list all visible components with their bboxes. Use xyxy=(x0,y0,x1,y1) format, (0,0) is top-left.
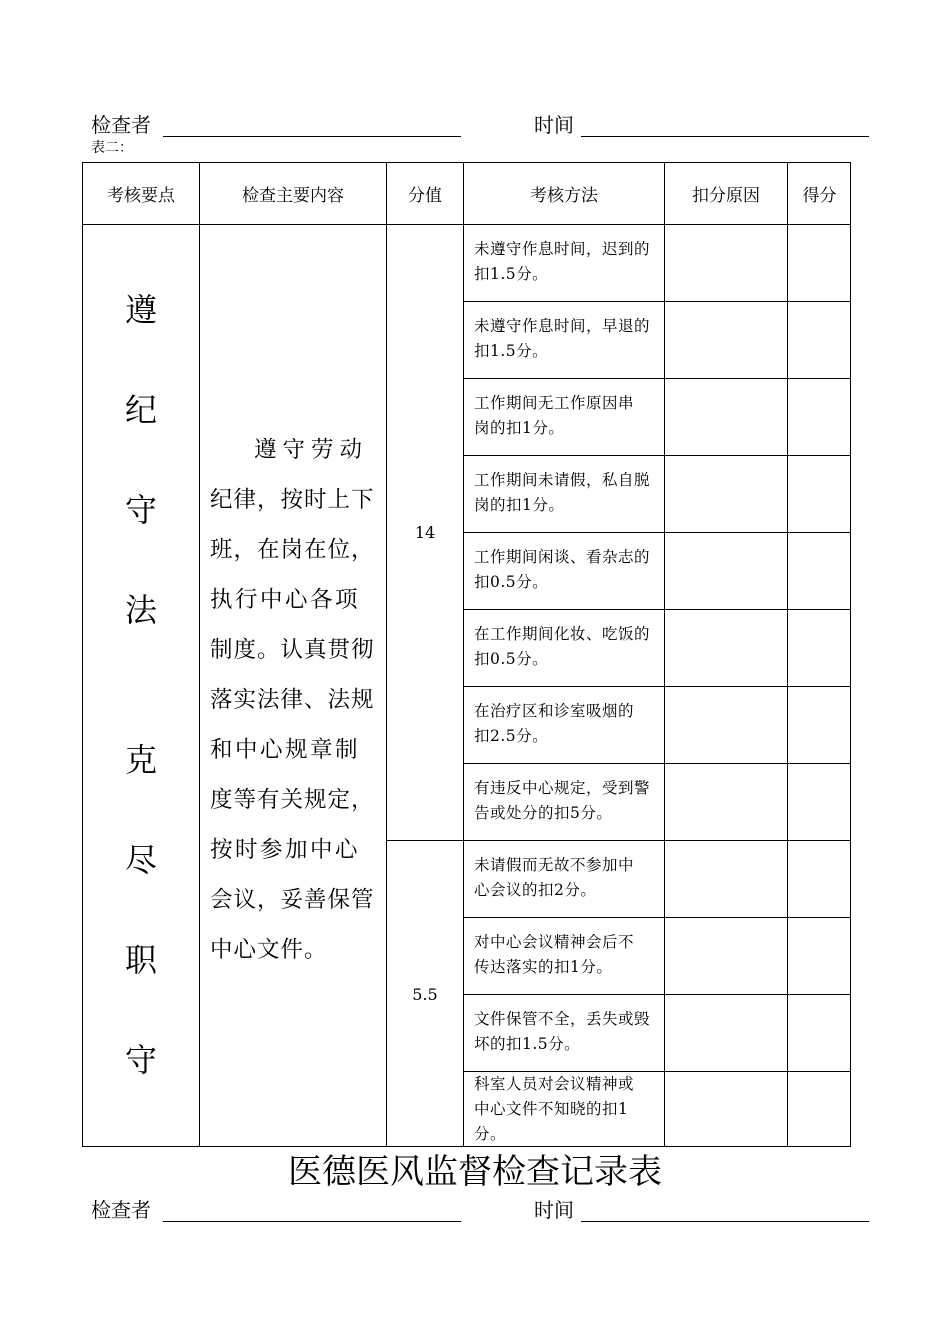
main-content-line: 班，在岗在位， xyxy=(210,537,375,563)
method-line: 告或处分的扣5分。 xyxy=(474,804,613,822)
deduction-reason-cell[interactable] xyxy=(665,225,788,302)
method-line: 未请假而无故不参加中 xyxy=(474,856,635,874)
method-line: 传达落实的扣1分。 xyxy=(474,958,613,976)
key-point-char: 克 xyxy=(124,741,157,779)
points-cell[interactable] xyxy=(788,456,851,533)
points-cell[interactable] xyxy=(788,918,851,995)
method-line: 分。 xyxy=(474,1125,507,1143)
points-cell[interactable] xyxy=(788,533,851,610)
method-cell xyxy=(464,687,665,764)
points-cell[interactable] xyxy=(788,225,851,302)
points-cell[interactable] xyxy=(788,687,851,764)
inspector-blank xyxy=(163,136,461,137)
main-content-line: 度等有关规定， xyxy=(210,787,375,813)
bottom-signature-row xyxy=(91,1198,871,1224)
method-line: 扣0.5分。 xyxy=(474,573,549,591)
time-blank xyxy=(581,1221,869,1222)
deduction-reason-cell[interactable] xyxy=(665,610,788,687)
main-content-cell xyxy=(200,225,387,1147)
deduction-reason-cell[interactable] xyxy=(665,533,788,610)
key-point-char: 尽 xyxy=(124,841,157,879)
main-content-line: 制度。认真贯彻 xyxy=(210,637,375,663)
main-content-line: 执行中心各项 xyxy=(210,587,361,613)
points-cell[interactable] xyxy=(788,379,851,456)
points-cell[interactable] xyxy=(788,764,851,841)
document-title: 医德医风监督检查记录表 xyxy=(288,1152,662,1192)
main-content-line: 遵守劳动 xyxy=(254,437,369,463)
method-line: 中心文件不知晓的扣1 xyxy=(474,1100,629,1118)
time-label: 时间 xyxy=(534,113,574,137)
method-line: 心会议的扣2分。 xyxy=(474,881,597,899)
inspector-label: 检查者 xyxy=(91,1198,151,1222)
time-label: 时间 xyxy=(534,1198,574,1222)
header-main-content: 检查主要内容 xyxy=(200,163,387,225)
method-line: 在治疗区和诊室吸烟的 xyxy=(474,702,635,720)
deduction-reason-cell[interactable] xyxy=(665,841,788,918)
method-line: 在工作期间化妆、吃饭的 xyxy=(474,625,651,643)
main-content-line: 会议，妥善保管 xyxy=(210,887,375,913)
method-cell xyxy=(464,764,665,841)
points-cell[interactable] xyxy=(788,995,851,1072)
score-group-attendance: 14 xyxy=(387,225,464,841)
method-cell xyxy=(464,456,665,533)
method-line: 扣1.5分。 xyxy=(474,265,549,283)
deduction-reason-cell[interactable] xyxy=(665,687,788,764)
key-point-char: 法 xyxy=(124,591,157,629)
key-point-char: 职 xyxy=(124,941,157,979)
time-blank xyxy=(581,136,869,137)
deduction-reason-cell[interactable] xyxy=(665,302,788,379)
main-content-line: 按时参加中心 xyxy=(210,837,361,863)
key-point-char: 遵 xyxy=(124,291,157,329)
score-group-meetings: 5.5 xyxy=(387,841,464,1147)
method-line: 坏的扣1.5分。 xyxy=(474,1035,581,1053)
key-point-char: 守 xyxy=(124,1041,157,1079)
header-score: 分值 xyxy=(387,163,464,225)
method-cell xyxy=(464,1072,665,1147)
header-method: 考核方法 xyxy=(464,163,665,225)
method-line: 未遵守作息时间，早退的 xyxy=(474,317,651,335)
inspector-blank xyxy=(163,1221,461,1222)
main-content-line: 中心文件。 xyxy=(210,937,328,963)
method-line: 扣2.5分。 xyxy=(474,727,549,745)
method-line: 对中心会议精神会后不 xyxy=(474,933,635,951)
points-cell[interactable] xyxy=(788,302,851,379)
main-content-line: 和中心规章制 xyxy=(210,737,361,763)
method-line: 扣0.5分。 xyxy=(474,650,549,668)
method-line: 工作期间未请假，私自脱 xyxy=(474,471,651,489)
points-cell[interactable] xyxy=(788,610,851,687)
points-cell[interactable] xyxy=(788,1072,851,1147)
deduction-reason-cell[interactable] xyxy=(665,764,788,841)
main-content-line: 纪律，按时上下 xyxy=(210,487,375,513)
main-content-line: 落实法律、法规 xyxy=(210,687,375,713)
method-line: 扣1.5分。 xyxy=(474,342,549,360)
top-signature-row xyxy=(91,113,871,139)
deduction-reason-cell[interactable] xyxy=(665,456,788,533)
method-cell xyxy=(464,995,665,1072)
deduction-reason-cell[interactable] xyxy=(665,379,788,456)
method-line: 工作期间无工作原因串 xyxy=(474,394,635,412)
points-cell[interactable] xyxy=(788,841,851,918)
header-deduction-reason: 扣分原因 xyxy=(665,163,788,225)
header-key-point: 考核要点 xyxy=(83,163,200,225)
method-cell xyxy=(464,918,665,995)
header-points: 得分 xyxy=(788,163,851,225)
method-line: 岗的扣1分。 xyxy=(474,496,565,514)
method-line: 岗的扣1分。 xyxy=(474,419,565,437)
deduction-reason-cell[interactable] xyxy=(665,995,788,1072)
method-line: 文件保管不全，丢失或毁 xyxy=(474,1010,651,1028)
method-cell xyxy=(464,610,665,687)
main-content-text xyxy=(210,425,378,975)
method-cell xyxy=(464,225,665,302)
method-cell xyxy=(464,302,665,379)
key-point-char: 纪 xyxy=(124,391,157,429)
key-point-char: 守 xyxy=(124,491,157,529)
inspection-table xyxy=(82,162,851,1147)
method-line: 未遵守作息时间，迟到的 xyxy=(474,240,651,258)
deduction-reason-cell[interactable] xyxy=(665,918,788,995)
method-line: 有违反中心规定，受到警 xyxy=(474,779,651,797)
method-cell xyxy=(464,841,665,918)
table-tag: 表二： xyxy=(91,140,133,156)
method-line: 科室人员对会议精神或 xyxy=(474,1075,635,1093)
key-point-cell xyxy=(83,225,200,1147)
inspector-label: 检查者 xyxy=(91,113,151,137)
deduction-reason-cell[interactable] xyxy=(665,1072,788,1147)
method-cell xyxy=(464,379,665,456)
method-line: 工作期间闲谈、看杂志的 xyxy=(474,548,651,566)
method-cell xyxy=(464,533,665,610)
